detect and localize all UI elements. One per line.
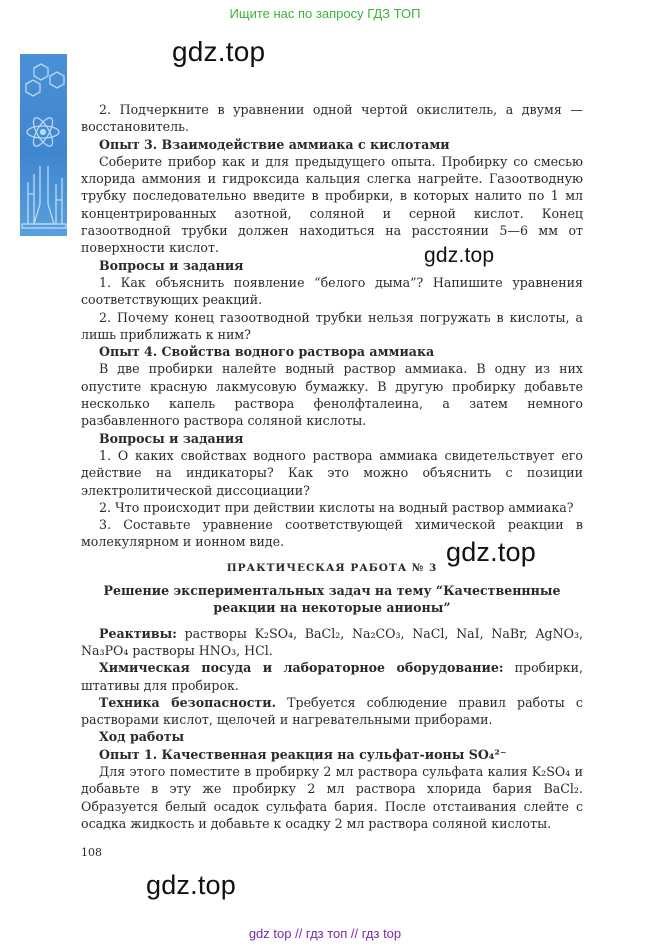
section-heading: Вопросы и задания [99,430,244,446]
paragraph: 3. Составьте уравнение соответствующей химической реакции в молекулярном и ионном виде. [81,517,583,550]
paragraph: 2. Подчеркните в уравнении одной чертой окислитель, а двумя — восстановитель. [81,102,583,135]
textbook-page [81,101,583,832]
watermark: gdz.top [172,36,266,67]
reagents-paragraph [81,625,583,660]
equipment-text: пробирки, штативы для пробирок. [81,660,583,693]
paragraph: 1. Как объяснить появление “белого дыма”? Напишите уравнения соответствующих реакций. [81,274,583,308]
bottom-banner: gdz top // гдз топ // гдз top [248,926,402,941]
paragraph: 2. Почему конец газоотводной трубки нельзя погружать в кислоты, а лишь приближать к ним? [81,309,583,342]
paragraph: 2. Что происходит при действии кислоты на водный раствор аммиака? [99,499,574,515]
section-heading: Ход работы [99,729,185,745]
safety-label: Техника безопасности. [99,694,276,710]
safety-text: Требуется соблюдение правил работы с растворами кислот, щелочей и нагревательными приборами. [81,694,583,728]
safety-paragraph [81,694,583,729]
equipment-label: Химическая посуда и лабораторное оборудование: [99,660,504,676]
reagents-label: Реактивы: [99,625,177,641]
practical-work-title: ПРАКТИЧЕСКАЯ РАБОТА № 3 [226,561,438,574]
reagents-text: растворы K₂SO₄, BaCl₂, Na₂CO₃, NaCl, NaI, NaBr, AgNO₃, Na₃PO₄ растворы HNO₃, HCl. [81,625,583,658]
section-heading: Опыт 4. Свойства водного раствора аммиака [99,344,435,360]
watermark: gdz.top [424,244,495,267]
paragraph: Для этого поместите в пробирку 2 мл раствора сульфата калия K₂SO₄ и добавьте в эту же пробирку 2 мл раствора хлорида бария BaCl₂. Образуется белый осадок сульфата бария. После отстаивания слейте с осадка жидкость и добавьте к осадку 2 мл раствора соляной кислоты. [81,763,583,831]
section-heading: Опыт 3. Взаимодействие аммиака с кислотами [99,136,450,152]
equipment-paragraph [81,659,583,694]
paragraph: Соберите прибор как и для предыдущего опыта. Пробирку со смесью хлорида аммония и гидроксида кальция слегка нагрейте. Газоотводную трубку последовательно введите в пробирки, в которых налито по 1 мл концентрированных азотной, соляной и серной кислот. Конец газоотводной трубки должен находиться на расстоянии 5—6 мм от поверхности кислот. [81,153,583,256]
watermark: gdz.top [146,870,236,900]
section-heading: Опыт 1. Качественная реакция на сульфат-ионы SO₄²⁻ [99,746,507,762]
practical-work-subtitle: Решение экспериментальных задач на тему “Качественнные реакции на некоторые анионы” [103,583,561,616]
paragraph: В две пробирки налейте водный раствор аммиака. В одну из них опустите красную лакмусовую бумажку. В другую пробирку добавьте несколько капель раствора фенолфталеина, а затем немного разбавленного раствора соляной кислоты. [81,361,583,429]
chemistry-sidebar-illustration [20,54,67,236]
top-banner: Ищите нас по запросу ГДЗ ТОП [229,6,421,21]
section-heading: Вопросы и задания [99,257,244,273]
watermark: gdz.top [446,537,536,567]
paragraph: 1. О каких свойствах водного раствора аммиака свидетельствует его действие на индикаторы? Как это можно объяснить с позиции электролитической диссоциации? [81,447,583,498]
lab-glassware-icon [20,54,67,236]
page-number: 108 [81,846,102,859]
